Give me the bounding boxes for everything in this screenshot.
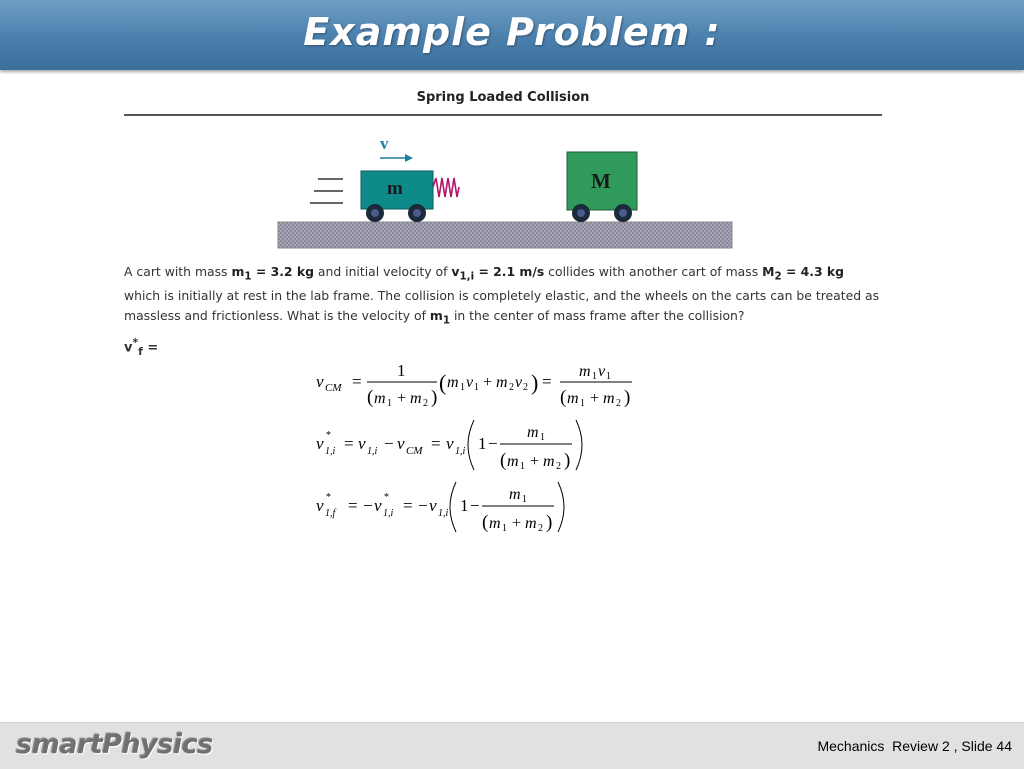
equation-block — [306, 355, 646, 540]
svg-text:m: m — [567, 390, 579, 407]
svg-text:=: = — [344, 434, 354, 453]
floor — [278, 222, 732, 248]
svg-text:−: − — [488, 434, 498, 453]
svg-text:m: m — [507, 453, 519, 470]
svg-text:1: 1 — [474, 382, 479, 393]
svg-text:1,i: 1,i — [383, 508, 394, 519]
svg-text:1: 1 — [606, 371, 611, 382]
svg-text:): ) — [624, 387, 631, 408]
small-cart-wheel — [366, 204, 384, 222]
svg-text:*: * — [384, 492, 389, 503]
svg-text:): ) — [431, 387, 438, 408]
large-cart-wheel — [614, 204, 632, 222]
svg-text:1,i: 1,i — [325, 446, 336, 457]
spring — [433, 178, 459, 197]
svg-text:m: m — [374, 390, 386, 407]
svg-text:m: m — [489, 515, 501, 532]
equation-vcm — [316, 361, 632, 409]
svg-text:−: − — [384, 434, 394, 453]
equation-v1f-star — [316, 482, 564, 534]
slide-number: Mechanics Review 2 , Slide 44 — [817, 738, 1012, 754]
svg-text:1: 1 — [502, 523, 507, 534]
svg-text:v: v — [316, 434, 324, 453]
svg-text:1,i: 1,i — [438, 508, 449, 519]
collision-diagram — [270, 130, 740, 252]
svg-text:(: ( — [439, 370, 447, 395]
svg-text:2: 2 — [556, 461, 561, 472]
svg-text:=: = — [352, 372, 362, 391]
motion-lines — [310, 179, 343, 203]
svg-text:): ) — [546, 512, 553, 533]
svg-text:1,f: 1,f — [325, 508, 336, 519]
svg-text:=: = — [431, 434, 441, 453]
heading-divider — [124, 114, 882, 116]
svg-text:−: − — [363, 496, 373, 515]
svg-text:1,i: 1,i — [455, 446, 466, 457]
svg-text:CM: CM — [325, 382, 342, 394]
svg-text:2: 2 — [423, 398, 428, 409]
svg-text:=: = — [542, 372, 552, 391]
svg-text:m: m — [527, 424, 539, 441]
svg-text:(: ( — [367, 387, 374, 408]
svg-text:m: m — [543, 453, 555, 470]
svg-text:CM: CM — [406, 445, 423, 457]
svg-text:(: ( — [560, 387, 567, 408]
svg-text:2: 2 — [523, 382, 528, 393]
svg-text:−: − — [470, 496, 480, 515]
title-bar — [0, 0, 1024, 70]
svg-text:2: 2 — [616, 398, 621, 409]
svg-text:v: v — [374, 496, 382, 515]
svg-text:m: m — [447, 374, 459, 391]
svg-text:1: 1 — [460, 382, 465, 393]
problem-heading: Spring Loaded Collision — [416, 90, 590, 105]
problem-statement: A cart with mass $m_1 = 3.2$ kg and initial velocity of $v_{1,i} = 2.1$ m/s collides with another cart of mass $M_2 = 4.3$ kg which is initially at rest in the lab frame. The collision is completely elastic, and the wheels on the carts can be treated as massless and frictionless. What is the velocity of $m_1$ in the center of mass frame after the collision? — [124, 264, 880, 327]
svg-text:+: + — [397, 390, 407, 407]
svg-text:m: m — [579, 363, 591, 380]
svg-text:1: 1 — [540, 432, 545, 443]
svg-text:+: + — [530, 453, 540, 470]
svg-text:(: ( — [482, 512, 489, 533]
svg-text:m: m — [603, 390, 615, 407]
svg-text:v: v — [316, 372, 324, 391]
svg-text:): ) — [564, 450, 571, 471]
svg-text:1: 1 — [387, 398, 392, 409]
svg-text:1: 1 — [520, 461, 525, 472]
svg-text:−: − — [418, 496, 428, 515]
svg-text:v: v — [466, 374, 474, 391]
svg-text:2: 2 — [538, 523, 543, 534]
svg-text:(: ( — [500, 450, 507, 471]
equation-v1i-star — [316, 420, 582, 472]
smartphysics-logo: smartPhysics — [16, 729, 213, 760]
small-cart-wheel — [408, 204, 426, 222]
small-cart-label: m — [387, 178, 403, 199]
footer-bar — [0, 722, 1024, 769]
svg-text:=: = — [348, 496, 358, 515]
svg-text:=: = — [403, 496, 413, 515]
svg-text:1: 1 — [460, 496, 469, 515]
svg-text:v: v — [397, 434, 405, 453]
svg-text:): ) — [531, 370, 539, 395]
svg-text:+: + — [512, 515, 522, 532]
svg-text:v: v — [446, 434, 454, 453]
svg-text:m: m — [410, 390, 422, 407]
svg-text:m: m — [509, 486, 521, 503]
svg-text:m: m — [496, 374, 508, 391]
svg-text:1,i: 1,i — [367, 446, 378, 457]
answer-label: $v^*_f$ = — [124, 336, 159, 358]
large-cart-wheel — [572, 204, 590, 222]
svg-text:v: v — [316, 496, 324, 515]
svg-text:1: 1 — [522, 494, 527, 505]
svg-text:2: 2 — [509, 382, 514, 393]
svg-text:1: 1 — [478, 434, 487, 453]
svg-text:v: v — [429, 496, 437, 515]
svg-text:1: 1 — [592, 371, 597, 382]
svg-text:v: v — [598, 363, 606, 380]
large-cart-label: M — [591, 169, 611, 193]
svg-text:+: + — [483, 374, 493, 391]
svg-text:*: * — [326, 492, 331, 503]
svg-text:*: * — [326, 430, 331, 441]
velocity-arrow — [380, 154, 413, 162]
svg-text:1: 1 — [580, 398, 585, 409]
svg-text:v: v — [358, 434, 366, 453]
velocity-label: v — [380, 134, 389, 153]
svg-text:v: v — [515, 374, 523, 391]
svg-text:1: 1 — [397, 361, 406, 380]
slide-title: Example Problem : — [303, 10, 721, 54]
svg-text:+: + — [590, 390, 600, 407]
svg-text:m: m — [525, 515, 537, 532]
